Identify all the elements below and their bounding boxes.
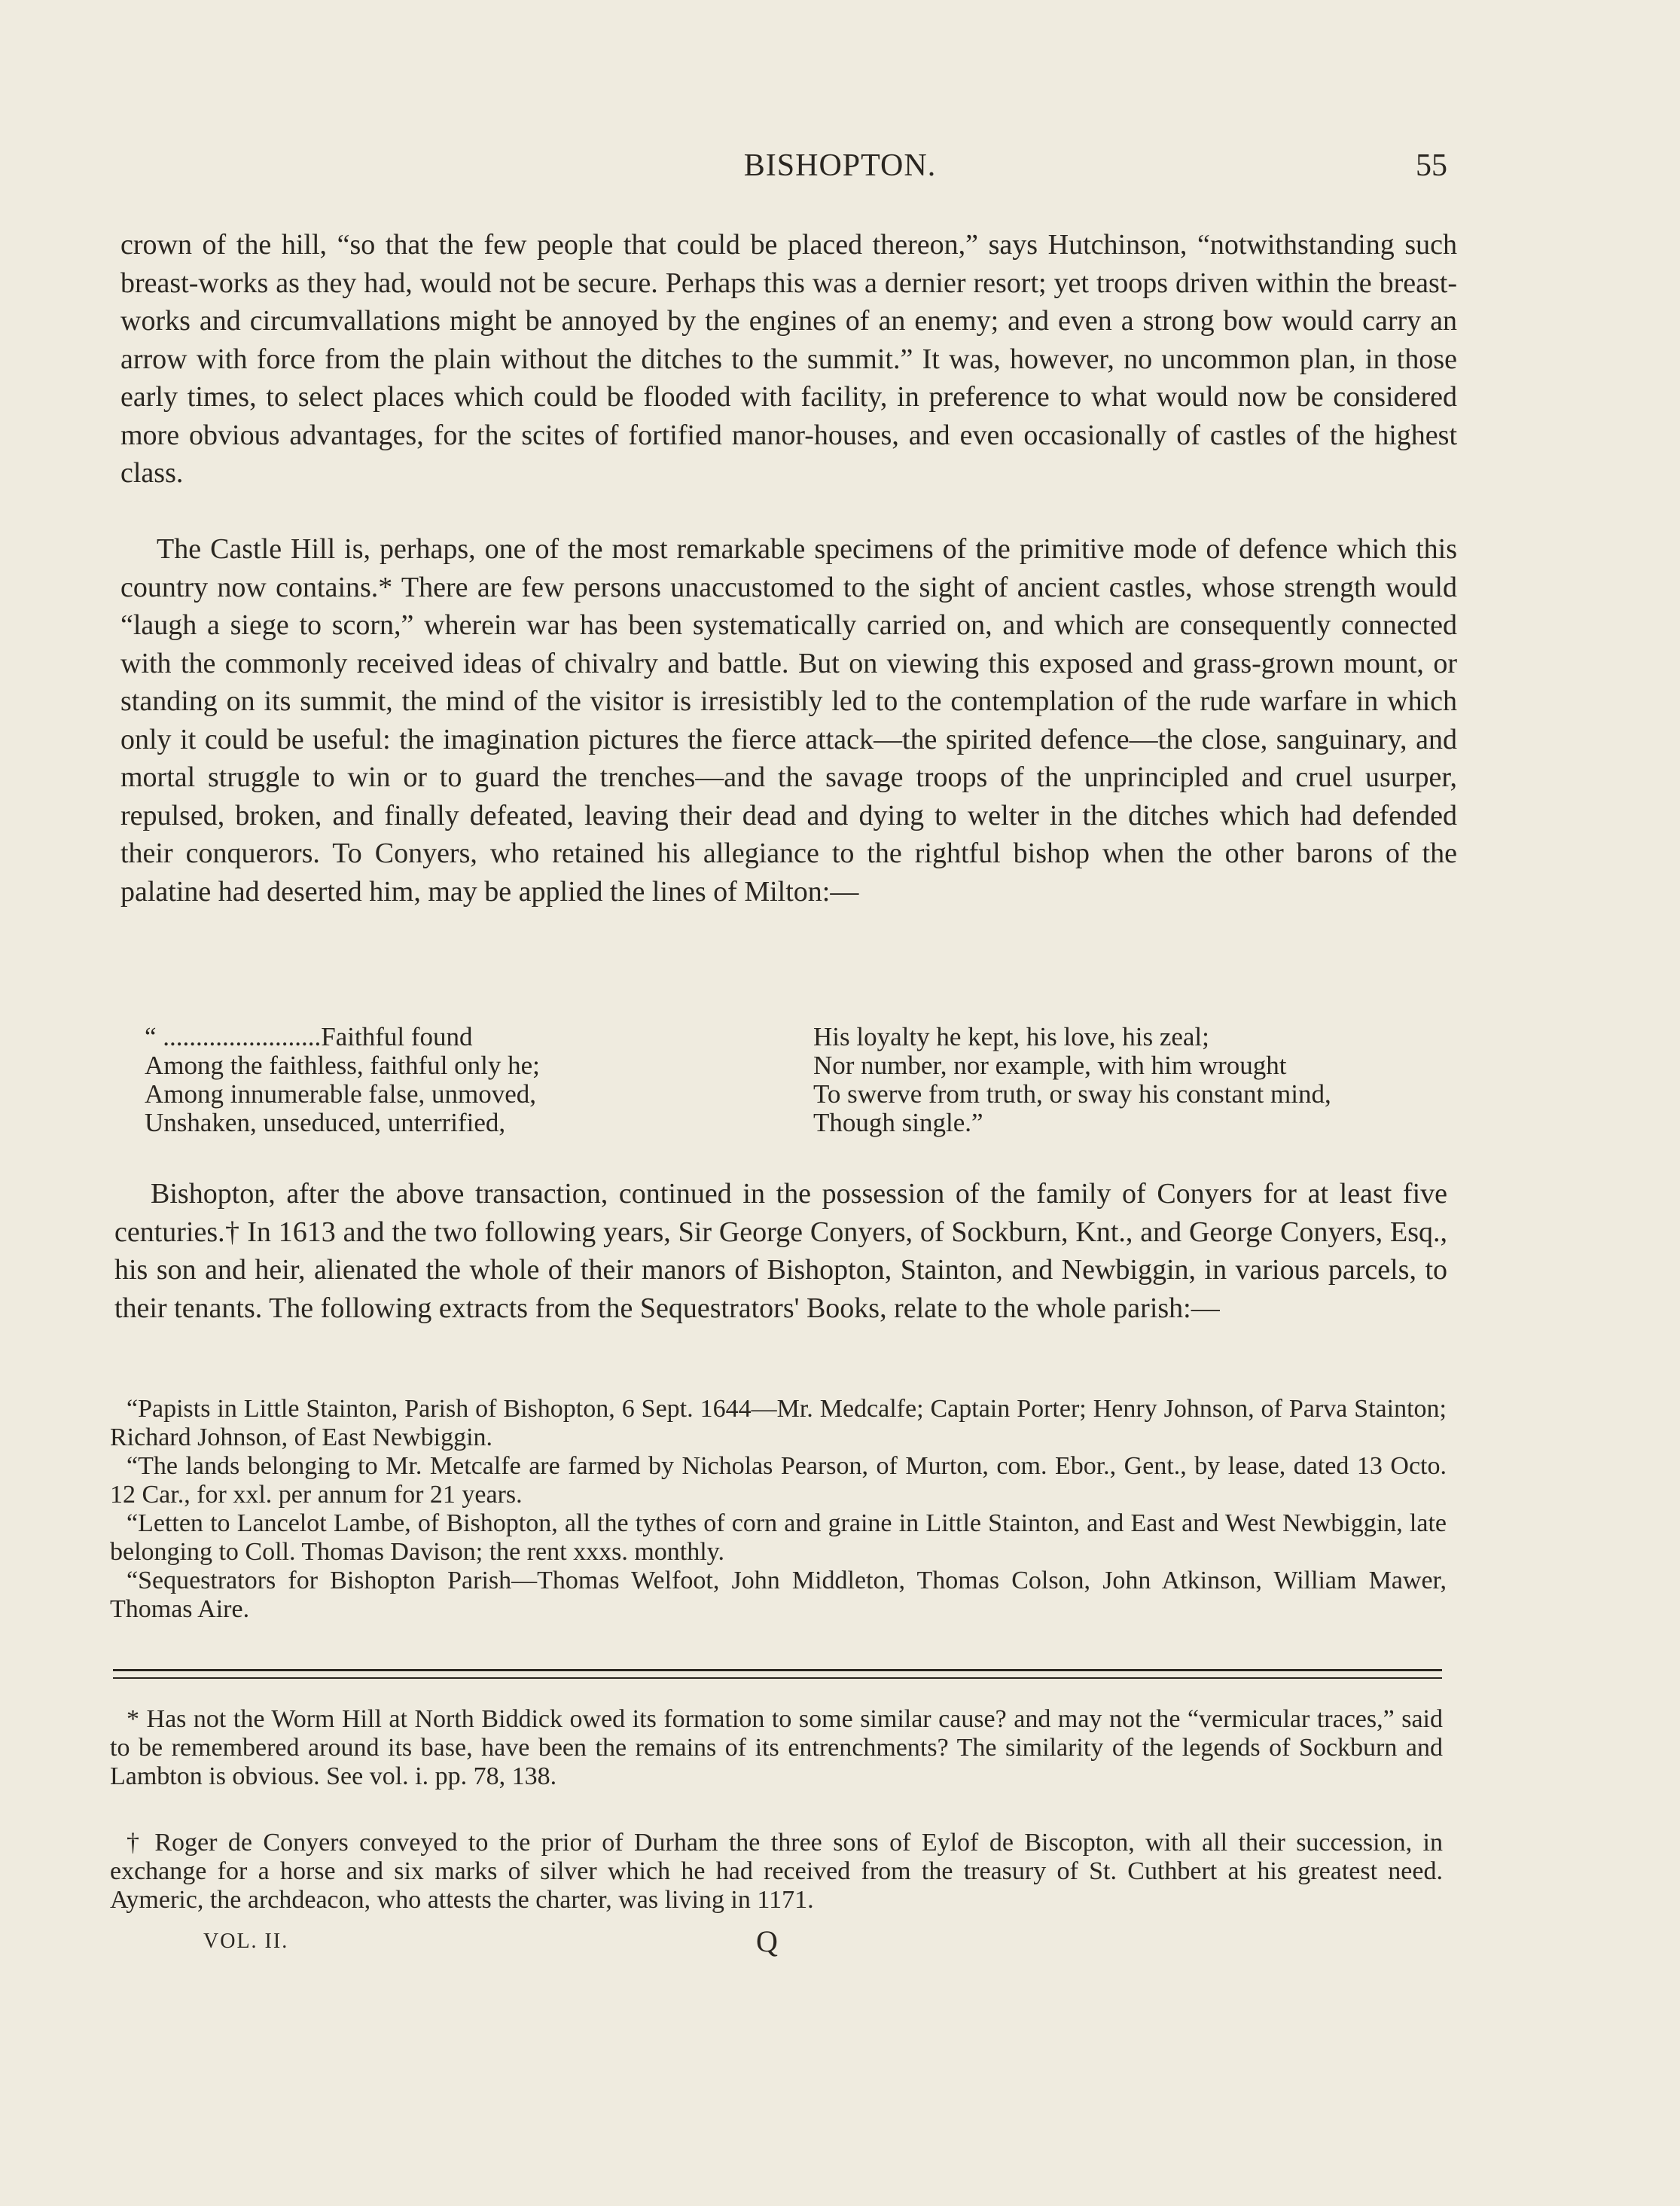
footnote-divider <box>113 1669 1442 1679</box>
running-head <box>0 148 1680 193</box>
paragraph-text: Bishopton, after the above transaction, continued in the possession of the family of Conyers for at least five centuries.† In 1613 and the two following years, Sir George Conyers, of Sockburn, Knt., and George Conyers, Esq., his son and heir, alienated the whole of their manors of Bishopton, Stainton, and Newbiggin, in various parcels, to their tenants. The following extracts from the Sequestrators' Books, relate to the whole parish:— <box>114 1178 1447 1324</box>
verse-line: Unshaken, unseduced, unterrified, <box>145 1108 506 1137</box>
running-title: BISHOPTON. <box>743 148 937 183</box>
extract-item: “Papists in Little Stainton, Parish of Bishopton, 6 Sept. 1644—Mr. Medcalfe; Captain Porter; Henry Johnson, of Parva Stainton; Richard Johnson, of East Newbiggin. <box>110 1395 1447 1451</box>
extract-item: “Letten to Lancelot Lambe, of Bishopton, all the tythes of corn and graine in Little Stainton, and East and West Newbiggin, late belonging to Coll. Thomas Davison; the rent xxxs. monthly. <box>110 1509 1447 1566</box>
paragraph-bishopton <box>114 1175 1447 1327</box>
verse-column-right <box>813 1023 1461 1137</box>
page-number: 55 <box>1416 148 1447 183</box>
paragraph-castle-hill <box>120 530 1457 911</box>
gathering-mark: Q <box>756 1924 779 1958</box>
verse-line: Among innumerable false, unmoved, <box>145 1079 537 1109</box>
verse-line: His loyalty he kept, his love, his zeal; <box>813 1022 1209 1051</box>
paragraph-text: The Castle Hill is, perhaps, one of the most remarkable specimens of the primitive mode of defence which this country now contains.* There are few persons unaccustomed to the sight of ancient castles, whose strength would “laugh a siege to scorn,” wherein war has been systematically carried on, and which are consequently connected with the commonly received ideas of chivalry and battle. But on viewing this exposed and grass-grown mount, or standing on its summit, the mind of the visitor is irresistibly led to the contemplation of the rude warfare in which only it could be useful: the imagination pictures the fierce attack—the spirited defence—the close, sanguinary, and mortal struggle to win or to guard the trenches—and the savage troops of the unprincipled and cruel usurper, repulsed, broken, and finally defeated, leaving their dead and dying to welter in the ditches which had defended their conquerors. To Conyers, who retained his allegiance to the rightful bishop when the other barons of the palatine had deserted him, may be applied the lines of Milton:— <box>120 533 1457 908</box>
volume-signature: VOL. II. <box>203 1930 289 1953</box>
footnote-text: * Has not the Worm Hill at North Biddick owed its formation to some similar cause? and may not the “vermicular traces,” said to be remembered around its base, have been the remains of its entrenchments? The similarity of the legends of Sockburn and Lambton is obvious. See vol. i. pp. 78, 138. <box>110 1705 1443 1790</box>
paragraph-crown-of-hill <box>120 226 1457 493</box>
verse-line: Though single.” <box>813 1108 983 1137</box>
verse-line: Among the faithless, faithful only he; <box>145 1051 540 1080</box>
footnote-text: † Roger de Conyers conveyed to the prior of Durham the three sons of Eylof de Biscopton, with all their succession, in exchange for a horse and six marks of silver which he had received from the treasury of St. Cuthbert at his greatest need. Aymeric, the archdeacon, who attests the charter, was living in 1171. <box>110 1829 1443 1914</box>
verse-line: “ ........................Faithful found <box>145 1022 473 1051</box>
extract-item: “The lands belonging to Mr. Metcalfe are farmed by Nicholas Pearson, of Murton, com. Ebor., Gent., by lease, dated 13 Octo. 12 Car., for xxl. per annum for 21 years. <box>110 1452 1447 1509</box>
footnote-dagger <box>110 1829 1443 1915</box>
footnote-asterisk <box>110 1705 1443 1791</box>
verse-line: Nor number, nor example, with him wrought <box>813 1051 1287 1080</box>
paragraph-text: crown of the hill, “so that the few people that could be placed thereon,” says Hutchinson, “notwithstanding such breast-works as they had, would not be secure. Perhaps this was a dernier resort; yet troops driven within the breast-works and circumvallations might be annoyed by the engines of an enemy; and even a strong bow would carry an arrow with force from the plain without the ditches to the summit.” It was, however, no uncommon plan, in those early times, to select places which could be flooded with facility, in preference to what would now be considered more obvious advantages, for the scites of fortified manor-houses, and even occasionally of castles of the highest class. <box>120 229 1457 489</box>
verse-line: To swerve from truth, or sway his constant mind, <box>813 1079 1331 1109</box>
verse-column-left <box>145 1023 762 1137</box>
sequestrators-extracts <box>110 1395 1447 1624</box>
extract-item: “Sequestrators for Bishopton Parish—Thomas Welfoot, John Middleton, Thomas Colson, John Atkinson, William Mawer, Thomas Aire. <box>110 1567 1447 1623</box>
